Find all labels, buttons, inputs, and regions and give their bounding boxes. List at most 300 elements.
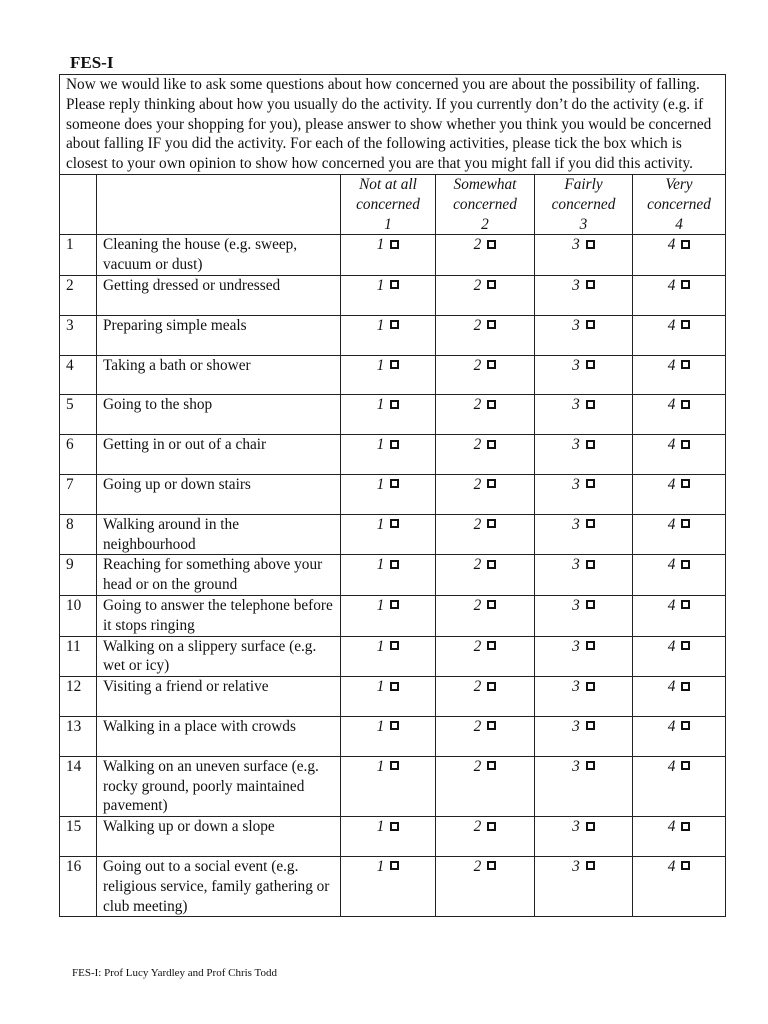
table-row bbox=[60, 235, 726, 276]
checkbox[interactable] bbox=[586, 600, 595, 609]
checkbox[interactable] bbox=[681, 761, 690, 770]
checkbox[interactable] bbox=[586, 822, 595, 831]
option-somewhat-concerned[interactable] bbox=[474, 677, 497, 697]
item-number: 10 bbox=[60, 595, 97, 636]
item-number: 11 bbox=[60, 636, 97, 677]
item-activity: Taking a bath or shower bbox=[97, 355, 341, 395]
option-cell-very-concerned bbox=[633, 677, 726, 717]
option-fairly-concerned[interactable] bbox=[572, 717, 595, 737]
option-score-label: 2 bbox=[473, 678, 482, 696]
checkbox[interactable] bbox=[586, 400, 595, 409]
option-fairly-concerned[interactable] bbox=[572, 235, 595, 255]
checkbox[interactable] bbox=[487, 440, 496, 449]
column-header-score: 1 bbox=[384, 215, 392, 233]
footer-credit: FES-I: Prof Lucy Yardley and Prof Chris Todd bbox=[72, 967, 277, 979]
option-cell-very-concerned bbox=[633, 856, 726, 916]
option-score-label: 4 bbox=[667, 556, 676, 574]
checkbox[interactable] bbox=[390, 400, 399, 409]
option-cell-not-at-all-concerned bbox=[341, 355, 436, 395]
option-cell-somewhat-concerned bbox=[436, 315, 535, 355]
option-score-label: 1 bbox=[376, 316, 385, 334]
item-activity: Visiting a friend or relative bbox=[97, 677, 341, 717]
checkbox[interactable] bbox=[586, 560, 595, 569]
option-score-label: 3 bbox=[572, 857, 580, 875]
option-very-concerned[interactable] bbox=[668, 316, 691, 336]
checkbox[interactable] bbox=[487, 761, 496, 770]
checkbox[interactable] bbox=[681, 721, 690, 730]
option-cell-not-at-all-concerned bbox=[341, 235, 436, 276]
option-cell-not-at-all-concerned bbox=[341, 756, 436, 816]
checkbox[interactable] bbox=[487, 519, 496, 528]
option-score-label: 2 bbox=[473, 857, 482, 875]
option-score-label: 1 bbox=[376, 717, 385, 735]
item-number: 5 bbox=[60, 395, 97, 435]
column-header-line: Very bbox=[665, 175, 693, 193]
checkbox[interactable] bbox=[681, 280, 690, 289]
checkbox[interactable] bbox=[586, 861, 595, 870]
item-activity: Reaching for something above your head or on the ground bbox=[97, 555, 341, 596]
header-blank-activity bbox=[97, 174, 341, 234]
option-cell-somewhat-concerned bbox=[436, 716, 535, 756]
option-score-label: 4 bbox=[667, 316, 676, 334]
checkbox[interactable] bbox=[586, 682, 595, 691]
option-score-label: 3 bbox=[572, 356, 580, 374]
option-cell-somewhat-concerned bbox=[436, 435, 535, 475]
checkbox[interactable] bbox=[586, 440, 595, 449]
option-very-concerned[interactable] bbox=[668, 717, 691, 737]
checkbox[interactable] bbox=[681, 861, 690, 870]
option-not-at-all-concerned[interactable] bbox=[377, 515, 400, 535]
column-header-line: Not at all bbox=[359, 175, 417, 193]
item-activity: Getting dressed or undressed bbox=[97, 275, 341, 315]
option-fairly-concerned[interactable] bbox=[572, 817, 595, 837]
table-row bbox=[60, 856, 726, 916]
option-score-label: 2 bbox=[473, 236, 482, 254]
option-cell-very-concerned bbox=[633, 315, 726, 355]
option-somewhat-concerned[interactable] bbox=[474, 235, 497, 255]
item-activity: Preparing simple meals bbox=[97, 315, 341, 355]
checkbox[interactable] bbox=[390, 280, 399, 289]
checkbox[interactable] bbox=[390, 240, 399, 249]
option-not-at-all-concerned[interactable] bbox=[377, 637, 400, 657]
item-number: 4 bbox=[60, 355, 97, 395]
column-header-line: Fairly bbox=[564, 175, 603, 193]
option-score-label: 1 bbox=[376, 596, 385, 614]
column-header-score: 3 bbox=[579, 215, 588, 233]
option-score-label: 4 bbox=[667, 596, 676, 614]
option-score-label: 1 bbox=[376, 556, 385, 574]
table-row bbox=[60, 315, 726, 355]
checkbox[interactable] bbox=[487, 721, 496, 730]
option-fairly-concerned[interactable] bbox=[572, 757, 595, 777]
checkbox[interactable] bbox=[390, 822, 399, 831]
option-cell-very-concerned bbox=[633, 275, 726, 315]
option-cell-somewhat-concerned bbox=[436, 355, 535, 395]
checkbox[interactable] bbox=[390, 600, 399, 609]
option-score-label: 4 bbox=[667, 637, 676, 655]
checkbox[interactable] bbox=[390, 721, 399, 730]
option-cell-very-concerned bbox=[633, 636, 726, 677]
option-score-label: 4 bbox=[667, 276, 676, 294]
checkbox[interactable] bbox=[586, 761, 595, 770]
option-score-label: 1 bbox=[376, 396, 385, 414]
item-activity: Walking on an uneven surface (e.g. rocky ground, poorly maintained pavement) bbox=[97, 756, 341, 816]
option-score-label: 3 bbox=[572, 475, 580, 493]
checkbox[interactable] bbox=[586, 280, 595, 289]
checkbox[interactable] bbox=[487, 861, 496, 870]
option-fairly-concerned[interactable] bbox=[572, 395, 595, 415]
option-very-concerned[interactable] bbox=[668, 677, 691, 697]
option-cell-not-at-all-concerned bbox=[341, 395, 436, 435]
option-score-label: 3 bbox=[572, 678, 580, 696]
option-not-at-all-concerned[interactable] bbox=[377, 235, 400, 255]
option-score-label: 2 bbox=[473, 316, 482, 334]
item-number: 1 bbox=[60, 235, 97, 276]
option-somewhat-concerned[interactable] bbox=[474, 857, 497, 877]
column-header-somewhat-concerned bbox=[436, 174, 535, 234]
option-somewhat-concerned[interactable] bbox=[474, 817, 497, 837]
checkbox[interactable] bbox=[487, 280, 496, 289]
option-cell-not-at-all-concerned bbox=[341, 856, 436, 916]
option-cell-fairly-concerned bbox=[535, 275, 633, 315]
option-somewhat-concerned[interactable] bbox=[474, 596, 497, 616]
checkbox[interactable] bbox=[681, 240, 690, 249]
checkbox[interactable] bbox=[681, 560, 690, 569]
option-score-label: 1 bbox=[376, 356, 385, 374]
option-cell-somewhat-concerned bbox=[436, 856, 535, 916]
intro-row bbox=[60, 75, 726, 175]
item-number: 9 bbox=[60, 555, 97, 596]
option-cell-not-at-all-concerned bbox=[341, 435, 436, 475]
item-number: 14 bbox=[60, 756, 97, 816]
option-cell-somewhat-concerned bbox=[436, 595, 535, 636]
option-cell-not-at-all-concerned bbox=[341, 474, 436, 514]
option-very-concerned[interactable] bbox=[668, 637, 691, 657]
option-fairly-concerned[interactable] bbox=[572, 316, 595, 336]
option-fairly-concerned[interactable] bbox=[572, 435, 595, 455]
checkbox[interactable] bbox=[681, 320, 690, 329]
checkbox[interactable] bbox=[390, 682, 399, 691]
checkbox[interactable] bbox=[390, 479, 399, 488]
option-score-label: 1 bbox=[376, 857, 385, 875]
option-somewhat-concerned[interactable] bbox=[474, 555, 497, 575]
option-cell-very-concerned bbox=[633, 235, 726, 276]
option-score-label: 2 bbox=[473, 515, 482, 533]
option-score-label: 4 bbox=[667, 717, 676, 735]
option-cell-not-at-all-concerned bbox=[341, 716, 436, 756]
table-row bbox=[60, 716, 726, 756]
option-somewhat-concerned[interactable] bbox=[474, 757, 497, 777]
option-cell-fairly-concerned bbox=[535, 395, 633, 435]
option-cell-very-concerned bbox=[633, 435, 726, 475]
option-not-at-all-concerned[interactable] bbox=[377, 757, 400, 777]
option-score-label: 1 bbox=[376, 236, 385, 254]
checkbox[interactable] bbox=[586, 519, 595, 528]
option-very-concerned[interactable] bbox=[668, 817, 691, 837]
checkbox[interactable] bbox=[487, 360, 496, 369]
option-very-concerned[interactable] bbox=[668, 356, 691, 376]
option-cell-fairly-concerned bbox=[535, 514, 633, 555]
checkbox[interactable] bbox=[681, 822, 690, 831]
checkbox[interactable] bbox=[681, 682, 690, 691]
option-cell-fairly-concerned bbox=[535, 555, 633, 596]
option-score-label: 1 bbox=[376, 475, 385, 493]
option-score-label: 1 bbox=[376, 637, 385, 655]
option-somewhat-concerned[interactable] bbox=[474, 276, 497, 296]
option-very-concerned[interactable] bbox=[668, 395, 691, 415]
option-fairly-concerned[interactable] bbox=[572, 475, 595, 495]
checkbox[interactable] bbox=[487, 479, 496, 488]
column-header-very-concerned bbox=[633, 174, 726, 234]
option-not-at-all-concerned[interactable] bbox=[377, 555, 400, 575]
item-number: 15 bbox=[60, 817, 97, 857]
checkbox[interactable] bbox=[681, 600, 690, 609]
option-cell-very-concerned bbox=[633, 395, 726, 435]
option-score-label: 4 bbox=[667, 678, 676, 696]
option-cell-somewhat-concerned bbox=[436, 514, 535, 555]
option-fairly-concerned[interactable] bbox=[572, 276, 595, 296]
option-score-label: 2 bbox=[473, 276, 482, 294]
option-not-at-all-concerned[interactable] bbox=[377, 717, 400, 737]
option-score-label: 4 bbox=[667, 818, 676, 836]
item-number: 6 bbox=[60, 435, 97, 475]
option-very-concerned[interactable] bbox=[668, 475, 691, 495]
column-header-line: Somewhat bbox=[453, 175, 517, 193]
option-cell-fairly-concerned bbox=[535, 677, 633, 717]
option-score-label: 2 bbox=[473, 757, 482, 775]
option-cell-fairly-concerned bbox=[535, 636, 633, 677]
option-cell-fairly-concerned bbox=[535, 435, 633, 475]
option-cell-fairly-concerned bbox=[535, 756, 633, 816]
option-cell-somewhat-concerned bbox=[436, 555, 535, 596]
option-not-at-all-concerned[interactable] bbox=[377, 276, 400, 296]
option-somewhat-concerned[interactable] bbox=[474, 475, 497, 495]
item-activity: Getting in or out of a chair bbox=[97, 435, 341, 475]
option-fairly-concerned[interactable] bbox=[572, 677, 595, 697]
option-score-label: 2 bbox=[473, 356, 482, 374]
option-cell-somewhat-concerned bbox=[436, 677, 535, 717]
option-score-label: 4 bbox=[667, 236, 676, 254]
item-number: 3 bbox=[60, 315, 97, 355]
option-cell-not-at-all-concerned bbox=[341, 595, 436, 636]
table-row bbox=[60, 355, 726, 395]
option-cell-somewhat-concerned bbox=[436, 756, 535, 816]
checkbox[interactable] bbox=[586, 360, 595, 369]
option-cell-somewhat-concerned bbox=[436, 275, 535, 315]
item-number: 13 bbox=[60, 716, 97, 756]
column-header-line: concerned bbox=[356, 195, 420, 213]
option-not-at-all-concerned[interactable] bbox=[377, 356, 400, 376]
checkbox[interactable] bbox=[487, 682, 496, 691]
option-somewhat-concerned[interactable] bbox=[474, 435, 497, 455]
checkbox[interactable] bbox=[681, 400, 690, 409]
checkbox[interactable] bbox=[487, 822, 496, 831]
option-score-label: 1 bbox=[376, 757, 385, 775]
option-score-label: 2 bbox=[473, 475, 482, 493]
checkbox[interactable] bbox=[390, 641, 399, 650]
item-activity: Going to answer the telephone before it stops ringing bbox=[97, 595, 341, 636]
option-score-label: 3 bbox=[572, 276, 580, 294]
column-header-score: 4 bbox=[675, 215, 683, 233]
page-title: FES-I bbox=[70, 53, 114, 72]
option-fairly-concerned[interactable] bbox=[572, 356, 595, 376]
item-activity: Walking up or down a slope bbox=[97, 817, 341, 857]
checkbox[interactable] bbox=[681, 360, 690, 369]
option-cell-fairly-concerned bbox=[535, 235, 633, 276]
option-cell-somewhat-concerned bbox=[436, 817, 535, 857]
option-cell-not-at-all-concerned bbox=[341, 677, 436, 717]
checkbox[interactable] bbox=[390, 560, 399, 569]
option-cell-very-concerned bbox=[633, 555, 726, 596]
column-header-line: concerned bbox=[551, 195, 616, 213]
option-score-label: 2 bbox=[473, 637, 482, 655]
option-very-concerned[interactable] bbox=[668, 435, 691, 455]
item-activity: Going out to a social event (e.g. religious service, family gathering or club meeting) bbox=[97, 856, 341, 916]
checkbox[interactable] bbox=[586, 479, 595, 488]
checkbox[interactable] bbox=[681, 440, 690, 449]
checkbox[interactable] bbox=[390, 519, 399, 528]
checkbox[interactable] bbox=[487, 400, 496, 409]
option-fairly-concerned[interactable] bbox=[572, 515, 595, 535]
checkbox[interactable] bbox=[487, 560, 496, 569]
table-row bbox=[60, 636, 726, 677]
option-score-label: 4 bbox=[667, 475, 676, 493]
option-score-label: 4 bbox=[667, 396, 676, 414]
option-score-label: 3 bbox=[572, 515, 580, 533]
option-score-label: 1 bbox=[376, 276, 385, 294]
option-score-label: 1 bbox=[376, 678, 385, 696]
column-header-not-at-all-concerned bbox=[341, 174, 436, 234]
item-number: 7 bbox=[60, 474, 97, 514]
option-not-at-all-concerned[interactable] bbox=[377, 817, 400, 837]
option-not-at-all-concerned[interactable] bbox=[377, 596, 400, 616]
option-score-label: 3 bbox=[572, 717, 580, 735]
option-somewhat-concerned[interactable] bbox=[474, 637, 497, 657]
option-not-at-all-concerned[interactable] bbox=[377, 475, 400, 495]
option-somewhat-concerned[interactable] bbox=[474, 356, 497, 376]
option-score-label: 3 bbox=[572, 818, 580, 836]
checkbox[interactable] bbox=[586, 721, 595, 730]
option-not-at-all-concerned[interactable] bbox=[377, 435, 400, 455]
option-not-at-all-concerned[interactable] bbox=[377, 395, 400, 415]
option-cell-very-concerned bbox=[633, 355, 726, 395]
option-score-label: 3 bbox=[572, 596, 580, 614]
option-score-label: 3 bbox=[572, 396, 580, 414]
item-activity: Walking around in the neighbourhood bbox=[97, 514, 341, 555]
item-number: 2 bbox=[60, 275, 97, 315]
option-not-at-all-concerned[interactable] bbox=[377, 857, 400, 877]
option-score-label: 2 bbox=[473, 717, 482, 735]
header-blank-number bbox=[60, 174, 97, 234]
checkbox[interactable] bbox=[390, 360, 399, 369]
option-cell-somewhat-concerned bbox=[436, 395, 535, 435]
checkbox[interactable] bbox=[390, 440, 399, 449]
table-row bbox=[60, 395, 726, 435]
option-not-at-all-concerned[interactable] bbox=[377, 677, 400, 697]
item-activity: Walking on a slippery surface (e.g. wet or icy) bbox=[97, 636, 341, 677]
table-row bbox=[60, 595, 726, 636]
option-score-label: 4 bbox=[667, 857, 676, 875]
option-cell-not-at-all-concerned bbox=[341, 514, 436, 555]
option-score-label: 4 bbox=[667, 515, 676, 533]
item-activity: Cleaning the house (e.g. sweep, vacuum or dust) bbox=[97, 235, 341, 276]
option-score-label: 3 bbox=[572, 757, 580, 775]
checkbox[interactable] bbox=[487, 240, 496, 249]
column-header-score: 2 bbox=[481, 215, 489, 233]
option-score-label: 2 bbox=[473, 396, 482, 414]
option-very-concerned[interactable] bbox=[668, 515, 691, 535]
checkbox[interactable] bbox=[586, 320, 595, 329]
table-row bbox=[60, 435, 726, 475]
option-score-label: 3 bbox=[572, 236, 580, 254]
option-cell-somewhat-concerned bbox=[436, 474, 535, 514]
option-somewhat-concerned[interactable] bbox=[474, 515, 497, 535]
option-score-label: 3 bbox=[572, 556, 580, 574]
option-cell-not-at-all-concerned bbox=[341, 555, 436, 596]
item-number: 8 bbox=[60, 514, 97, 555]
option-score-label: 2 bbox=[473, 556, 482, 574]
option-cell-not-at-all-concerned bbox=[341, 817, 436, 857]
item-activity: Walking in a place with crowds bbox=[97, 716, 341, 756]
checkbox[interactable] bbox=[681, 519, 690, 528]
table-row bbox=[60, 677, 726, 717]
option-fairly-concerned[interactable] bbox=[572, 637, 595, 657]
option-very-concerned[interactable] bbox=[668, 757, 691, 777]
header-row bbox=[60, 174, 726, 234]
option-very-concerned[interactable] bbox=[668, 235, 691, 255]
column-header-line: concerned bbox=[453, 195, 517, 213]
checkbox[interactable] bbox=[390, 761, 399, 770]
option-score-label: 3 bbox=[572, 637, 580, 655]
checkbox[interactable] bbox=[681, 479, 690, 488]
checkbox[interactable] bbox=[586, 641, 595, 650]
option-fairly-concerned[interactable] bbox=[572, 555, 595, 575]
option-cell-fairly-concerned bbox=[535, 595, 633, 636]
option-fairly-concerned[interactable] bbox=[572, 857, 595, 877]
table-row bbox=[60, 474, 726, 514]
checkbox[interactable] bbox=[390, 861, 399, 870]
option-somewhat-concerned[interactable] bbox=[474, 395, 497, 415]
option-cell-very-concerned bbox=[633, 595, 726, 636]
checkbox[interactable] bbox=[681, 641, 690, 650]
table-row bbox=[60, 756, 726, 816]
table-row bbox=[60, 817, 726, 857]
intro-text: Now we would like to ask some questions about how concerned you are about the possibility of falling. Please reply thinking about how you usually do the activity. If you currently don’t do the activity (e.g. if someone does your shopping for you), please answer to show whether you think you would be concerned about falling IF you did the activity. For each of the following activities, please tick the box which is closest to your own opinion to show how concerned you are that you might fall if you did this activity. bbox=[60, 75, 726, 175]
option-somewhat-concerned[interactable] bbox=[474, 717, 497, 737]
checkbox[interactable] bbox=[390, 320, 399, 329]
option-cell-fairly-concerned bbox=[535, 355, 633, 395]
option-very-concerned[interactable] bbox=[668, 555, 691, 575]
checkbox[interactable] bbox=[487, 320, 496, 329]
option-score-label: 2 bbox=[473, 596, 482, 614]
option-not-at-all-concerned[interactable] bbox=[377, 316, 400, 336]
option-cell-somewhat-concerned bbox=[436, 636, 535, 677]
option-very-concerned[interactable] bbox=[668, 596, 691, 616]
option-very-concerned[interactable] bbox=[668, 857, 691, 877]
option-fairly-concerned[interactable] bbox=[572, 596, 595, 616]
option-cell-not-at-all-concerned bbox=[341, 315, 436, 355]
option-somewhat-concerned[interactable] bbox=[474, 316, 497, 336]
option-score-label: 1 bbox=[376, 515, 385, 533]
checkbox[interactable] bbox=[487, 641, 496, 650]
checkbox[interactable] bbox=[586, 240, 595, 249]
option-cell-not-at-all-concerned bbox=[341, 636, 436, 677]
option-very-concerned[interactable] bbox=[668, 276, 691, 296]
option-score-label: 2 bbox=[473, 436, 482, 454]
item-activity: Going to the shop bbox=[97, 395, 341, 435]
option-score-label: 4 bbox=[667, 356, 676, 374]
checkbox[interactable] bbox=[487, 600, 496, 609]
